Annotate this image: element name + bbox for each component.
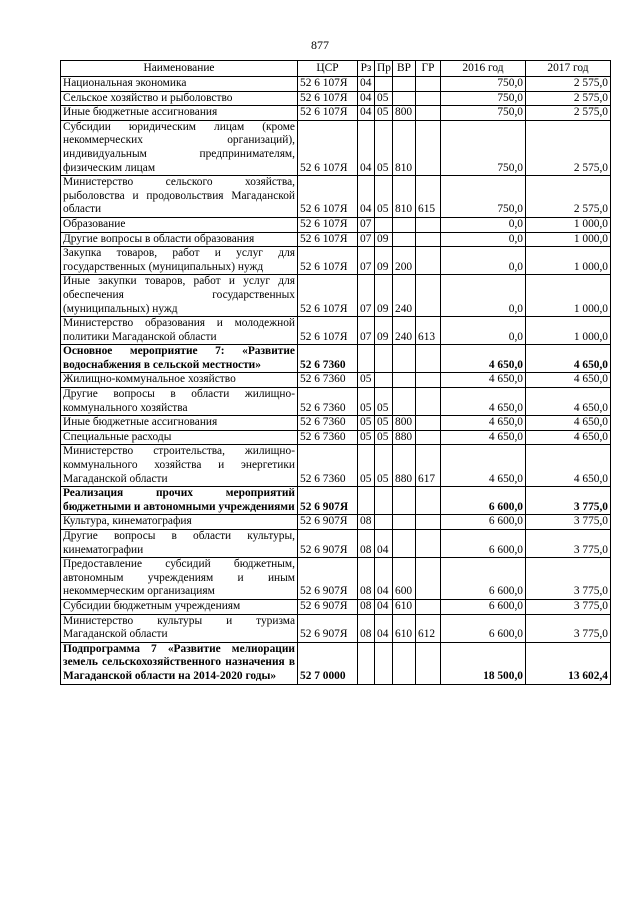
cell-pr: 05 [375, 416, 393, 431]
table-header-row [61, 61, 611, 77]
cell-gr [416, 599, 441, 614]
cell-vr [393, 217, 416, 232]
cell-name: Национальная экономика [61, 77, 298, 92]
cell-vr [393, 373, 416, 388]
cell-name: Подпрограмма 7 «Развитие мелиорации земель сельскохозяйственного назначения в Магаданской области на 2014-2020 годы» [61, 642, 298, 684]
cell-vr [393, 388, 416, 416]
table-row [61, 642, 611, 684]
cell-name: Иные бюджетные ассигнования [61, 416, 298, 431]
cell-pr: 04 [375, 614, 393, 642]
cell-gr [416, 530, 441, 558]
cell-2016: 750,0 [441, 176, 526, 218]
cell-csr: 52 6 107Я [298, 176, 358, 218]
table-row [61, 599, 611, 614]
table-row [61, 614, 611, 642]
cell-2017: 4 650,0 [526, 388, 611, 416]
col-header-gr: ГР [416, 61, 441, 77]
table-row [61, 373, 611, 388]
table-row [61, 530, 611, 558]
cell-gr [416, 106, 441, 121]
cell-pr: 04 [375, 599, 393, 614]
cell-csr: 52 6 107Я [298, 91, 358, 106]
cell-name: Министерство культуры и туризма Магаданской области [61, 614, 298, 642]
table-body [61, 77, 611, 685]
cell-2016: 0,0 [441, 275, 526, 317]
cell-2016: 18 500,0 [441, 642, 526, 684]
cell-vr: 880 [393, 445, 416, 487]
cell-2017: 2 575,0 [526, 77, 611, 92]
cell-gr [416, 388, 441, 416]
cell-pr: 05 [375, 176, 393, 218]
cell-gr [416, 275, 441, 317]
cell-2016: 750,0 [441, 91, 526, 106]
cell-gr [416, 247, 441, 275]
cell-2016: 4 650,0 [441, 388, 526, 416]
cell-rz: 05 [358, 430, 375, 445]
cell-gr [416, 642, 441, 684]
cell-pr: 05 [375, 91, 393, 106]
cell-pr: 09 [375, 232, 393, 247]
cell-vr: 600 [393, 558, 416, 600]
table-row [61, 558, 611, 600]
cell-2017: 1 000,0 [526, 217, 611, 232]
cell-vr: 610 [393, 614, 416, 642]
table-row [61, 430, 611, 445]
cell-csr: 52 6 107Я [298, 217, 358, 232]
cell-rz: 05 [358, 416, 375, 431]
cell-2017: 4 650,0 [526, 430, 611, 445]
cell-rz [358, 345, 375, 373]
cell-pr [375, 642, 393, 684]
cell-2017: 1 000,0 [526, 247, 611, 275]
cell-csr: 52 6 7360 [298, 388, 358, 416]
cell-gr [416, 430, 441, 445]
cell-gr [416, 232, 441, 247]
col-header-rz: Рз [358, 61, 375, 77]
cell-name: Другие вопросы в области культуры, кинематографии [61, 530, 298, 558]
table-row [61, 487, 611, 515]
cell-gr [416, 373, 441, 388]
cell-gr [416, 217, 441, 232]
cell-name: Другие вопросы в области образования [61, 232, 298, 247]
cell-gr [416, 345, 441, 373]
cell-rz: 04 [358, 106, 375, 121]
cell-vr [393, 232, 416, 247]
cell-pr [375, 487, 393, 515]
cell-csr: 52 6 107Я [298, 106, 358, 121]
cell-csr: 52 6 107Я [298, 317, 358, 345]
page-number: 877 [311, 38, 329, 52]
cell-pr [375, 373, 393, 388]
table-row [61, 176, 611, 218]
cell-2017: 1 000,0 [526, 317, 611, 345]
cell-csr: 52 6 7360 [298, 416, 358, 431]
cell-gr: 615 [416, 176, 441, 218]
cell-2017: 4 650,0 [526, 416, 611, 431]
cell-gr [416, 77, 441, 92]
cell-csr: 52 6 107Я [298, 120, 358, 175]
cell-2016: 6 600,0 [441, 487, 526, 515]
cell-vr: 810 [393, 176, 416, 218]
cell-rz: 07 [358, 317, 375, 345]
cell-name: Министерство образования и молодежной политики Магаданской области [61, 317, 298, 345]
cell-csr: 52 6 907Я [298, 487, 358, 515]
cell-name: Иные бюджетные ассигнования [61, 106, 298, 121]
cell-vr: 800 [393, 106, 416, 121]
cell-csr: 52 6 7360 [298, 445, 358, 487]
cell-csr: 52 6 907Я [298, 599, 358, 614]
table-row [61, 232, 611, 247]
table-row [61, 388, 611, 416]
cell-name: Иные закупки товаров, работ и услуг для обеспечения государственных (муниципальных) нужд [61, 275, 298, 317]
cell-csr: 52 6 7360 [298, 373, 358, 388]
cell-pr: 05 [375, 106, 393, 121]
cell-rz [358, 642, 375, 684]
cell-pr: 04 [375, 530, 393, 558]
cell-csr: 52 6 7360 [298, 345, 358, 373]
cell-vr: 800 [393, 416, 416, 431]
col-header-2016: 2016 год [441, 61, 526, 77]
table-row [61, 317, 611, 345]
col-header-csr: ЦСР [298, 61, 358, 77]
cell-2016: 6 600,0 [441, 614, 526, 642]
cell-csr: 52 6 907Я [298, 614, 358, 642]
cell-pr: 05 [375, 388, 393, 416]
cell-csr: 52 6 907Я [298, 530, 358, 558]
cell-rz: 04 [358, 77, 375, 92]
col-header-pr: Пр [375, 61, 393, 77]
cell-2017: 1 000,0 [526, 275, 611, 317]
cell-2016: 6 600,0 [441, 515, 526, 530]
cell-vr: 810 [393, 120, 416, 175]
cell-2016: 6 600,0 [441, 599, 526, 614]
cell-vr [393, 91, 416, 106]
cell-name: Закупка товаров, работ и услуг для государственных (муниципальных) нужд [61, 247, 298, 275]
cell-gr [416, 515, 441, 530]
cell-vr: 610 [393, 599, 416, 614]
cell-name: Сельское хозяйство и рыболовство [61, 91, 298, 106]
cell-pr [375, 217, 393, 232]
table-row [61, 515, 611, 530]
cell-rz: 04 [358, 120, 375, 175]
cell-2016: 4 650,0 [441, 345, 526, 373]
cell-2017: 13 602,4 [526, 642, 611, 684]
cell-2016: 4 650,0 [441, 430, 526, 445]
cell-2017: 2 575,0 [526, 91, 611, 106]
cell-csr: 52 6 7360 [298, 430, 358, 445]
cell-csr: 52 6 107Я [298, 247, 358, 275]
cell-name: Субсидии бюджетным учреждениям [61, 599, 298, 614]
cell-2017: 2 575,0 [526, 120, 611, 175]
table-row [61, 247, 611, 275]
cell-rz: 08 [358, 614, 375, 642]
cell-vr [393, 487, 416, 515]
cell-vr [393, 530, 416, 558]
cell-2017: 3 775,0 [526, 558, 611, 600]
cell-pr: 05 [375, 430, 393, 445]
cell-2016: 0,0 [441, 247, 526, 275]
cell-2017: 3 775,0 [526, 487, 611, 515]
cell-pr: 09 [375, 317, 393, 345]
table-row [61, 445, 611, 487]
cell-vr: 200 [393, 247, 416, 275]
cell-rz: 08 [358, 515, 375, 530]
cell-rz: 04 [358, 176, 375, 218]
cell-csr: 52 6 107Я [298, 275, 358, 317]
cell-name: Образование [61, 217, 298, 232]
cell-rz: 08 [358, 599, 375, 614]
cell-pr: 04 [375, 558, 393, 600]
cell-gr [416, 558, 441, 600]
cell-vr: 880 [393, 430, 416, 445]
cell-2016: 750,0 [441, 120, 526, 175]
cell-rz: 08 [358, 558, 375, 600]
cell-2016: 4 650,0 [441, 445, 526, 487]
cell-vr [393, 642, 416, 684]
cell-name: Другие вопросы в области жилищно-коммунального хозяйства [61, 388, 298, 416]
cell-rz: 07 [358, 217, 375, 232]
cell-name: Предоставление субсидий бюджетным, автономным учреждениям и иным некоммерческим организациям [61, 558, 298, 600]
cell-gr: 612 [416, 614, 441, 642]
cell-vr [393, 515, 416, 530]
cell-2016: 4 650,0 [441, 416, 526, 431]
table-row [61, 217, 611, 232]
cell-gr [416, 120, 441, 175]
cell-gr [416, 487, 441, 515]
table-row [61, 106, 611, 121]
cell-rz: 08 [358, 530, 375, 558]
cell-rz: 07 [358, 232, 375, 247]
table-row [61, 275, 611, 317]
cell-2017: 3 775,0 [526, 530, 611, 558]
table-row [61, 416, 611, 431]
cell-2017: 3 775,0 [526, 515, 611, 530]
col-header-vr: ВР [393, 61, 416, 77]
cell-2016: 750,0 [441, 106, 526, 121]
cell-2017: 2 575,0 [526, 176, 611, 218]
cell-2017: 3 775,0 [526, 614, 611, 642]
cell-gr [416, 91, 441, 106]
cell-vr [393, 77, 416, 92]
budget-table [60, 60, 611, 685]
cell-pr [375, 515, 393, 530]
cell-2016: 4 650,0 [441, 373, 526, 388]
cell-rz: 05 [358, 373, 375, 388]
cell-rz: 07 [358, 275, 375, 317]
cell-2016: 0,0 [441, 217, 526, 232]
cell-name: Жилищно-коммунальное хозяйство [61, 373, 298, 388]
cell-vr: 240 [393, 275, 416, 317]
cell-rz: 05 [358, 445, 375, 487]
cell-2016: 0,0 [441, 232, 526, 247]
cell-vr [393, 345, 416, 373]
cell-2016: 750,0 [441, 77, 526, 92]
cell-name: Специальные расходы [61, 430, 298, 445]
cell-rz: 05 [358, 388, 375, 416]
cell-csr: 52 6 907Я [298, 515, 358, 530]
col-header-name: Наименование [61, 61, 298, 77]
cell-rz [358, 487, 375, 515]
cell-2017: 4 650,0 [526, 445, 611, 487]
table-row [61, 77, 611, 92]
cell-pr: 05 [375, 120, 393, 175]
cell-name: Основное мероприятие 7: «Развитие водоснабжения в сельской местности» [61, 345, 298, 373]
cell-2016: 0,0 [441, 317, 526, 345]
cell-name: Реализация прочих мероприятий бюджетными и автономными учреждениями [61, 487, 298, 515]
cell-pr: 09 [375, 247, 393, 275]
cell-rz: 07 [358, 247, 375, 275]
cell-2017: 1 000,0 [526, 232, 611, 247]
cell-pr [375, 77, 393, 92]
cell-gr: 613 [416, 317, 441, 345]
cell-2017: 4 650,0 [526, 345, 611, 373]
cell-rz: 04 [358, 91, 375, 106]
cell-2017: 4 650,0 [526, 373, 611, 388]
cell-csr: 52 6 107Я [298, 232, 358, 247]
cell-gr [416, 416, 441, 431]
cell-csr: 52 6 107Я [298, 77, 358, 92]
cell-2017: 3 775,0 [526, 599, 611, 614]
table-row [61, 345, 611, 373]
cell-name: Культура, кинематография [61, 515, 298, 530]
table-row [61, 120, 611, 175]
cell-name: Министерство сельского хозяйства, рыболовства и продовольствия Магаданской области [61, 176, 298, 218]
cell-2017: 2 575,0 [526, 106, 611, 121]
cell-pr: 05 [375, 445, 393, 487]
cell-csr: 52 7 0000 [298, 642, 358, 684]
cell-2016: 6 600,0 [441, 558, 526, 600]
cell-name: Министерство строительства, жилищно-коммунального хозяйства и энергетики Магаданской области [61, 445, 298, 487]
cell-gr: 617 [416, 445, 441, 487]
cell-2016: 6 600,0 [441, 530, 526, 558]
col-header-2017: 2017 год [526, 61, 611, 77]
cell-vr: 240 [393, 317, 416, 345]
cell-pr [375, 345, 393, 373]
table-row [61, 91, 611, 106]
cell-name: Субсидии юридическим лицам (кроме некоммерческих организаций), индивидуальным предпринимателям, физическим лицам [61, 120, 298, 175]
cell-csr: 52 6 907Я [298, 558, 358, 600]
cell-pr: 09 [375, 275, 393, 317]
